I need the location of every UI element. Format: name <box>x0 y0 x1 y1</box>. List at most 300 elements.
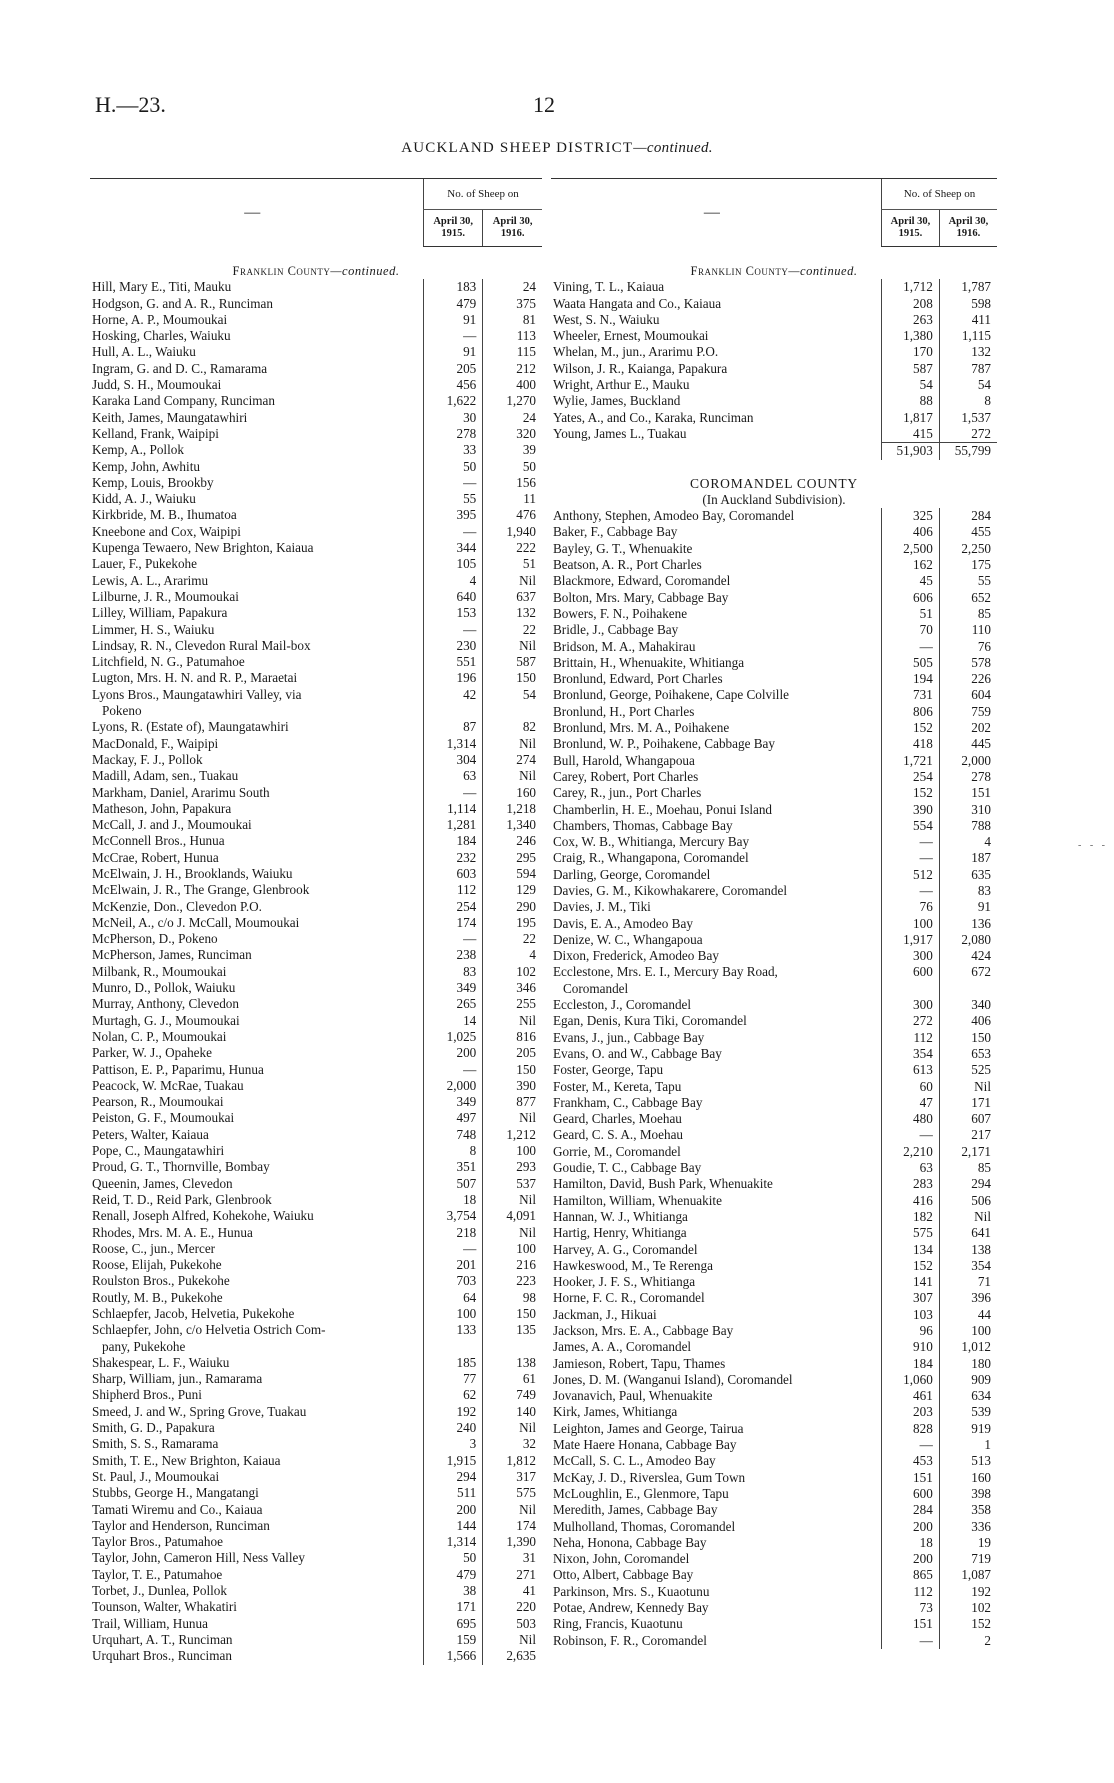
sheep-1916: 295 <box>483 850 542 866</box>
sheep-1916: 160 <box>483 785 542 801</box>
sheep-1916: 455 <box>939 524 997 540</box>
sheep-1915: 551 <box>424 654 483 670</box>
sheep-1916: 217 <box>939 1127 997 1143</box>
entry-name: Lyons, R. (Estate of), Maungatawhiri <box>92 719 289 735</box>
sheep-1915: 461 <box>882 1388 940 1404</box>
sheep-1916: 24 <box>483 410 542 426</box>
entry-name: Jovanavich, Paul, Whenuakite <box>553 1388 713 1404</box>
entry-name: McConnell Bros., Hunua <box>92 833 225 849</box>
sheep-1915: 1,817 <box>882 410 940 426</box>
entry-name: Bronlund, H., Port Charles <box>553 703 695 719</box>
sheep-1916: 578 <box>939 655 997 671</box>
sheep-1915: 587 <box>882 361 940 377</box>
sheep-1915: 60 <box>882 1079 940 1095</box>
sheep-1916: 525 <box>939 1062 997 1078</box>
table-row <box>90 1583 542 1599</box>
sheep-1916: 400 <box>483 377 542 393</box>
sheep-1915: 200 <box>424 1502 483 1518</box>
entry-name: Jackson, Mrs. E. A., Cabbage Bay <box>553 1323 734 1338</box>
sheep-1916: 226 <box>939 671 997 687</box>
table-row <box>551 639 997 655</box>
entry-name: James, A. A., Coromandel <box>553 1339 692 1355</box>
sheep-1915: — <box>882 639 940 655</box>
table-row <box>90 459 542 475</box>
sheep-1915: 456 <box>424 377 483 393</box>
sheep-1916: 672 <box>939 964 997 980</box>
table-row <box>90 996 542 1012</box>
table-row <box>90 1094 542 1110</box>
entry-name: Hawkeswood, M., Te Rerenga <box>553 1257 713 1273</box>
table-row <box>551 524 997 540</box>
entry-name: Smith, S. S., Ramarama <box>92 1436 219 1452</box>
sheep-1916: 513 <box>939 1453 997 1469</box>
entry-name: McKenzie, Don., Clevedon P.O. <box>92 898 262 914</box>
entry-name: McElwain, J. R., The Grange, Glenbrook <box>92 882 310 898</box>
sheep-1916: 32 <box>483 1436 542 1452</box>
table-row <box>551 1274 997 1290</box>
entry-name: Harvey, A. G., Coromandel <box>553 1241 698 1257</box>
table-row <box>551 622 997 638</box>
table-row <box>551 1519 997 1535</box>
table-row <box>90 361 542 377</box>
sheep-1916: 1,012 <box>939 1339 997 1355</box>
sheep-1915: 18 <box>424 1192 483 1208</box>
sheep-1915: 272 <box>882 1013 940 1029</box>
table-row <box>90 1485 542 1501</box>
entry-name: Hamilton, William, Whenuakite <box>553 1192 722 1208</box>
sheep-1916: 138 <box>939 1242 997 1258</box>
sheep-1916: 31 <box>483 1550 542 1566</box>
sheep-1916: 85 <box>939 606 997 622</box>
entry-name: Geard, Charles, Moehau <box>553 1111 682 1127</box>
table-row <box>551 377 997 393</box>
table-row <box>551 997 997 1013</box>
entry-name: Brittain, H., Whenuakite, Whitianga <box>553 654 745 670</box>
sheep-1915: 63 <box>424 768 483 784</box>
sheep-1916: 150 <box>939 1030 997 1046</box>
entry-name: Jamieson, Robert, Tapu, Thames <box>553 1355 726 1371</box>
sheep-1916: 44 <box>939 1307 997 1323</box>
entry-name: Pattison, E. P., Paparimu, Hunua <box>92 1061 264 1077</box>
sheep-1916: 1,812 <box>483 1453 542 1469</box>
sheep-1916: 1,212 <box>483 1127 542 1143</box>
entry-name: Young, James L., Tuakau <box>553 426 687 442</box>
sheep-1916: 85 <box>939 1160 997 1176</box>
entry-name: Leighton, James and George, Tairua <box>553 1420 744 1436</box>
table-row <box>551 1437 997 1453</box>
sheep-1915: 1,566 <box>424 1648 483 1664</box>
table-row <box>551 802 997 818</box>
sheep-1916: 102 <box>483 964 542 980</box>
sheep-1915: 196 <box>424 670 483 686</box>
sheep-1915: 55 <box>424 491 483 507</box>
table-row <box>90 1518 542 1534</box>
table-row <box>90 1176 542 1192</box>
sheep-1915: 304 <box>424 752 483 768</box>
sheep-1916: 100 <box>483 1241 542 1257</box>
sheep-1915: 208 <box>882 296 940 312</box>
entry-name: Lugton, Mrs. H. N. and R. P., Maraetai <box>92 670 298 686</box>
sheep-1915: — <box>882 1127 940 1143</box>
sheep-1915: 511 <box>424 1485 483 1501</box>
table-row <box>90 980 542 996</box>
entry-name: pany, Pukekohe <box>102 1338 186 1354</box>
table-row <box>551 1486 997 1502</box>
sheep-1916: 129 <box>483 882 542 898</box>
entry-name: Evans, O. and W., Cabbage Bay <box>553 1045 722 1061</box>
sheep-1915: 4 <box>424 573 483 589</box>
table-row <box>90 589 542 605</box>
sheep-1916: 749 <box>483 1387 542 1403</box>
sheep-1916: 171 <box>939 1095 997 1111</box>
sheep-1915: 42 <box>424 687 483 703</box>
sheep-1916: 396 <box>939 1290 997 1306</box>
entry-name: Hartig, Henry, Whitianga <box>553 1225 687 1241</box>
table-row <box>90 328 542 344</box>
sheep-1915: — <box>882 1437 940 1453</box>
table-row <box>551 573 997 589</box>
entry-name: McPherson, D., Pokeno <box>92 931 218 947</box>
sheep-1915: 151 <box>882 1616 940 1632</box>
entry-name: Jackman, J., Hikuai <box>553 1306 657 1322</box>
entry-name: McCrae, Robert, Hunua <box>92 849 219 865</box>
entry-name: Davies, G. M., Kikowhakarere, Coromandel <box>553 882 788 898</box>
sheep-1916: 598 <box>939 296 997 312</box>
entry-name: Karaka Land Company, Runciman <box>92 393 275 409</box>
sheep-1916: 2,171 <box>939 1144 997 1160</box>
table-row <box>551 1453 997 1469</box>
sheep-1915: 3,754 <box>424 1208 483 1224</box>
entry-name: Anthony, Stephen, Amodeo Bay, Coromandel <box>553 508 795 524</box>
sheep-1915: — <box>424 1062 483 1078</box>
sheep-1915: 575 <box>882 1225 940 1241</box>
sheep-1915: 73 <box>882 1600 940 1616</box>
sheep-1915 <box>424 1339 483 1355</box>
entry-name: McNeil, A., c/o J. McCall, Moumoukai <box>92 914 300 930</box>
sheep-1915: 144 <box>424 1518 483 1534</box>
entry-name: Hooker, J. F. S., Whitianga <box>553 1274 696 1290</box>
sheep-1915: 1,114 <box>424 801 483 817</box>
sheep-1916: 411 <box>939 312 997 328</box>
sheep-1915: 415 <box>882 426 940 443</box>
sheep-1915: 406 <box>882 524 940 540</box>
entry-name: Pokeno <box>102 703 142 719</box>
sheep-1916: 340 <box>939 997 997 1013</box>
entry-name: Vining, T. L., Kaiaua <box>553 279 665 295</box>
sheep-1915: 390 <box>882 802 940 818</box>
entry-name: Sharp, William, jun., Ramarama <box>92 1371 263 1387</box>
entry-name: Renall, Joseph Alfred, Kohekohe, Waiuku <box>92 1208 314 1224</box>
sheep-1916: 61 <box>483 1371 542 1387</box>
sheep-1916: 1,087 <box>939 1567 997 1583</box>
entry-name: Hamilton, David, Bush Park, Whenuakite <box>553 1176 773 1192</box>
entry-name: Ingram, G. and D. C., Ramarama <box>92 360 268 376</box>
entry-name: Taylor, T. E., Patumahoe <box>92 1566 223 1582</box>
sheep-1916: 653 <box>939 1046 997 1062</box>
sheep-1915: 865 <box>882 1567 940 1583</box>
section-continued: —continued. <box>788 264 858 278</box>
sheep-1916: 83 <box>939 883 997 899</box>
sheep-1915: 806 <box>882 704 940 720</box>
table-row <box>90 736 542 752</box>
sheep-1916: 54 <box>483 687 542 703</box>
sheep-1915: 185 <box>424 1355 483 1371</box>
table-row <box>551 1307 997 1323</box>
table-row <box>551 1079 997 1095</box>
entry-name: Nolan, C. P., Moumoukai <box>92 1028 227 1044</box>
table-row <box>551 687 997 703</box>
sheep-1916: 81 <box>483 312 542 328</box>
name-header: — <box>90 179 414 247</box>
table-row <box>90 866 542 882</box>
sheep-1916: 293 <box>483 1159 542 1175</box>
table-row <box>90 947 542 963</box>
sheep-1915: 112 <box>424 882 483 898</box>
table-row <box>90 442 542 458</box>
entry-name: Hill, Mary E., Titi, Mauku <box>92 279 232 295</box>
sheep-1916: 135 <box>483 1322 542 1338</box>
entry-name: Pope, C., Maungatawhiri <box>92 1143 225 1159</box>
entry-name: Roose, Elijah, Pukekohe <box>92 1257 222 1273</box>
sheep-1916: 398 <box>939 1486 997 1502</box>
table-row <box>551 671 997 687</box>
sheep-1916: Nil <box>483 1420 542 1436</box>
page-title <box>0 140 1114 157</box>
sheep-1915: 1,622 <box>424 393 483 409</box>
sheep-1915: — <box>424 475 483 491</box>
sheep-1915: 1,917 <box>882 932 940 948</box>
entry-name: Mulholland, Thomas, Coromandel <box>553 1518 736 1534</box>
entry-name: Murray, Anthony, Clevedon <box>92 996 239 1012</box>
sheep-1915: 497 <box>424 1110 483 1126</box>
sheep-1915: 134 <box>882 1242 940 1258</box>
sheep-1915: 182 <box>882 1209 940 1225</box>
entry-name: Reid, T. D., Reid Park, Glenbrook <box>92 1191 272 1207</box>
entry-name: Roulston Bros., Pukekohe <box>92 1273 230 1289</box>
table-row <box>90 475 542 491</box>
sheep-1915: 194 <box>882 671 940 687</box>
table-row <box>90 915 542 931</box>
sheep-1916 <box>939 981 997 997</box>
entry-name: Kidd, A. J., Waiuku <box>92 491 196 507</box>
table-row <box>551 850 997 866</box>
entry-name: Otto, Albert, Cabbage Bay <box>553 1567 694 1583</box>
margin-mark: ‐ ‐ ‐ <box>1078 840 1108 851</box>
sheep-1915: 152 <box>882 1258 940 1274</box>
table-row <box>551 1551 997 1567</box>
sheep-1916: 375 <box>483 296 542 312</box>
entry-name: Evans, J., jun., Cabbage Bay <box>553 1029 705 1045</box>
sheep-1915: 96 <box>882 1323 940 1339</box>
entry-name: Bronlund, Edward, Port Charles <box>553 671 723 687</box>
table-row <box>90 785 542 801</box>
table-row <box>90 1534 542 1550</box>
table-row <box>551 1372 997 1388</box>
entry-name: Bowers, F. N., Poihakene <box>553 605 688 621</box>
col-1916-header: April 30, 1916. <box>939 210 997 247</box>
entry-name: Madill, Adam, sen., Tuakau <box>92 768 239 784</box>
sheep-1916: Nil <box>483 736 542 752</box>
entry-name: Hosking, Charles, Waiuku <box>92 328 231 344</box>
entry-name: Cox, W. B., Whitianga, Mercury Bay <box>553 834 750 850</box>
entry-name: Limmer, H. S., Waiuku <box>92 621 215 637</box>
sheep-1916: 255 <box>483 996 542 1012</box>
entry-name: St. Paul, J., Moumoukai <box>92 1468 220 1484</box>
entry-name: Tounson, Walter, Whakatiri <box>92 1599 237 1615</box>
sheep-1916: 354 <box>939 1258 997 1274</box>
table-row <box>90 670 542 686</box>
sheep-1915: — <box>424 622 483 638</box>
sheep-1915: 507 <box>424 1176 483 1192</box>
sheep-1915: 88 <box>882 393 940 409</box>
sheep-1915: — <box>424 328 483 344</box>
table-row <box>551 1160 997 1176</box>
sheep-1915: 344 <box>424 540 483 556</box>
entry-name: Dixon, Frederick, Amodeo Bay <box>553 948 719 964</box>
sheep-1915: 230 <box>424 638 483 654</box>
sheep-1916: 150 <box>483 1062 542 1078</box>
sheep-1916: Nil <box>483 573 542 589</box>
sheep-1915: 354 <box>882 1046 940 1062</box>
entry-name: Munro, D., Pollok, Waiuku <box>92 980 236 996</box>
sheep-1916: 136 <box>939 916 997 932</box>
table-row <box>90 507 542 523</box>
entry-name: Smith, G. D., Papakura <box>92 1420 215 1436</box>
table-row <box>551 1356 997 1372</box>
table-row <box>90 524 542 540</box>
table-row <box>90 1013 542 1029</box>
table-row <box>90 1208 542 1224</box>
entry-name: Foster, George, Tapu <box>553 1062 664 1078</box>
sheep-1916: 41 <box>483 1583 542 1599</box>
entry-name: Chambers, Thomas, Cabbage Bay <box>553 817 733 833</box>
table-row <box>90 1029 542 1045</box>
sheep-1915: 62 <box>424 1387 483 1403</box>
table-row <box>90 817 542 833</box>
sheep-1916: 4,091 <box>483 1208 542 1224</box>
entry-name: McCall, J. and J., Moumoukai <box>92 817 252 833</box>
table-row <box>551 1633 997 1649</box>
sheep-1915: 1,281 <box>424 817 483 833</box>
entry-name: Hannan, W. J., Whitianga <box>553 1208 688 1224</box>
sheep-1915: 240 <box>424 1420 483 1436</box>
entry-name: Coromandel <box>563 980 629 996</box>
table-row <box>551 1095 997 1111</box>
sheep-1916: 1,115 <box>939 328 997 344</box>
sheep-1915: 152 <box>882 720 940 736</box>
sheep-1916: 50 <box>483 459 542 475</box>
table-row <box>90 833 542 849</box>
sheep-1916: 909 <box>939 1372 997 1388</box>
sheep-1915: 76 <box>882 899 940 915</box>
left-table <box>90 178 542 1665</box>
table-row <box>551 867 997 883</box>
sheep-1916: 202 <box>939 720 997 736</box>
sheep-1916: 115 <box>483 344 542 360</box>
sheep-1916: 634 <box>939 1388 997 1404</box>
table-row <box>551 1062 997 1078</box>
entry-name: Wheeler, Ernest, Moumoukai <box>553 328 709 344</box>
sheep-1915: — <box>882 834 940 850</box>
sheep-1916: 637 <box>483 589 542 605</box>
table-row <box>551 818 997 834</box>
sheep-1915: 201 <box>424 1257 483 1273</box>
entry-name: Kirk, James, Whitianga <box>553 1404 678 1420</box>
sheep-1916: 424 <box>939 948 997 964</box>
table-row <box>90 573 542 589</box>
title-main: AUCKLAND SHEEP DISTRICT <box>401 140 634 156</box>
table-row <box>90 931 542 947</box>
sheep-1915: 349 <box>424 980 483 996</box>
entry-name: Smith, T. E., New Brighton, Kaiaua <box>92 1452 281 1468</box>
sheep-1915: 695 <box>424 1616 483 1632</box>
sheep-1915: 2,500 <box>882 541 940 557</box>
entry-name: Denize, W. C., Whangapoua <box>553 931 703 947</box>
entry-name: Bolton, Mrs. Mary, Cabbage Bay <box>553 589 729 605</box>
table-row <box>90 801 542 817</box>
sheep-1916: 641 <box>939 1225 997 1241</box>
table-row <box>90 1257 542 1273</box>
entry-name: Mate Haere Honana, Cabbage Bay <box>553 1437 737 1453</box>
entry-name: Lauer, F., Pukekohe <box>92 556 197 572</box>
table-row <box>551 1421 997 1437</box>
entry-name: Keith, James, Maungatawhiri <box>92 409 248 425</box>
entry-name: Milbank, R., Moumoukai <box>92 963 227 979</box>
table-row <box>90 312 542 328</box>
entry-name: Hodgson, G. and A. R., Runciman <box>92 295 273 311</box>
entry-name: Bridson, M. A., Mahakirau <box>553 638 696 654</box>
sheep-1916: Nil <box>483 1013 542 1029</box>
table-row <box>90 882 542 898</box>
sheep-1915: 480 <box>882 1111 940 1127</box>
sheep-1916: 320 <box>483 426 542 442</box>
table-row <box>551 312 997 328</box>
entry-name: Potae, Andrew, Kennedy Bay <box>553 1600 709 1616</box>
entry-name: Lilburne, J. R., Moumoukai <box>92 588 239 604</box>
sheep-1915: — <box>882 883 940 899</box>
entry-name: Bull, Harold, Whangapoua <box>553 752 695 768</box>
sheep-1916: 4 <box>483 947 542 963</box>
sheep-1915: 232 <box>424 850 483 866</box>
sheep-1916: 1,787 <box>939 279 997 295</box>
table-row <box>551 426 997 443</box>
sheep-1915: 512 <box>882 867 940 883</box>
sheep-1916: 537 <box>483 1176 542 1192</box>
sheep-1915: 325 <box>882 508 940 524</box>
table-row <box>90 1616 542 1632</box>
table-row <box>90 1225 542 1241</box>
sheep-1915: 254 <box>424 899 483 915</box>
sheep-1915: 152 <box>882 785 940 801</box>
sheep-1916: 39 <box>483 442 542 458</box>
sheep-1916: 55 <box>939 573 997 589</box>
entry-name: Litchfield, N. G., Patumahoe <box>92 654 245 670</box>
entry-name: Wilson, J. R., Kaianga, Papakura <box>553 360 728 376</box>
sheep-1915: 200 <box>424 1045 483 1061</box>
entry-name: Murtagh, G. J., Moumoukai <box>92 1012 240 1028</box>
table-row <box>551 1030 997 1046</box>
sheep-1915: 184 <box>424 833 483 849</box>
entry-name: Routly, M. B., Pukekohe <box>92 1289 223 1305</box>
entry-name: Bridle, J., Cabbage Bay <box>553 622 679 638</box>
sheep-1915: 479 <box>424 1567 483 1583</box>
col-1915-header: April 30, 1915. <box>882 210 940 247</box>
sheep-1915: 2,000 <box>424 1078 483 1094</box>
table-row <box>551 1584 997 1600</box>
sheep-1916: 594 <box>483 866 542 882</box>
sheep-1916: 4 <box>939 834 997 850</box>
table-row <box>90 540 542 556</box>
